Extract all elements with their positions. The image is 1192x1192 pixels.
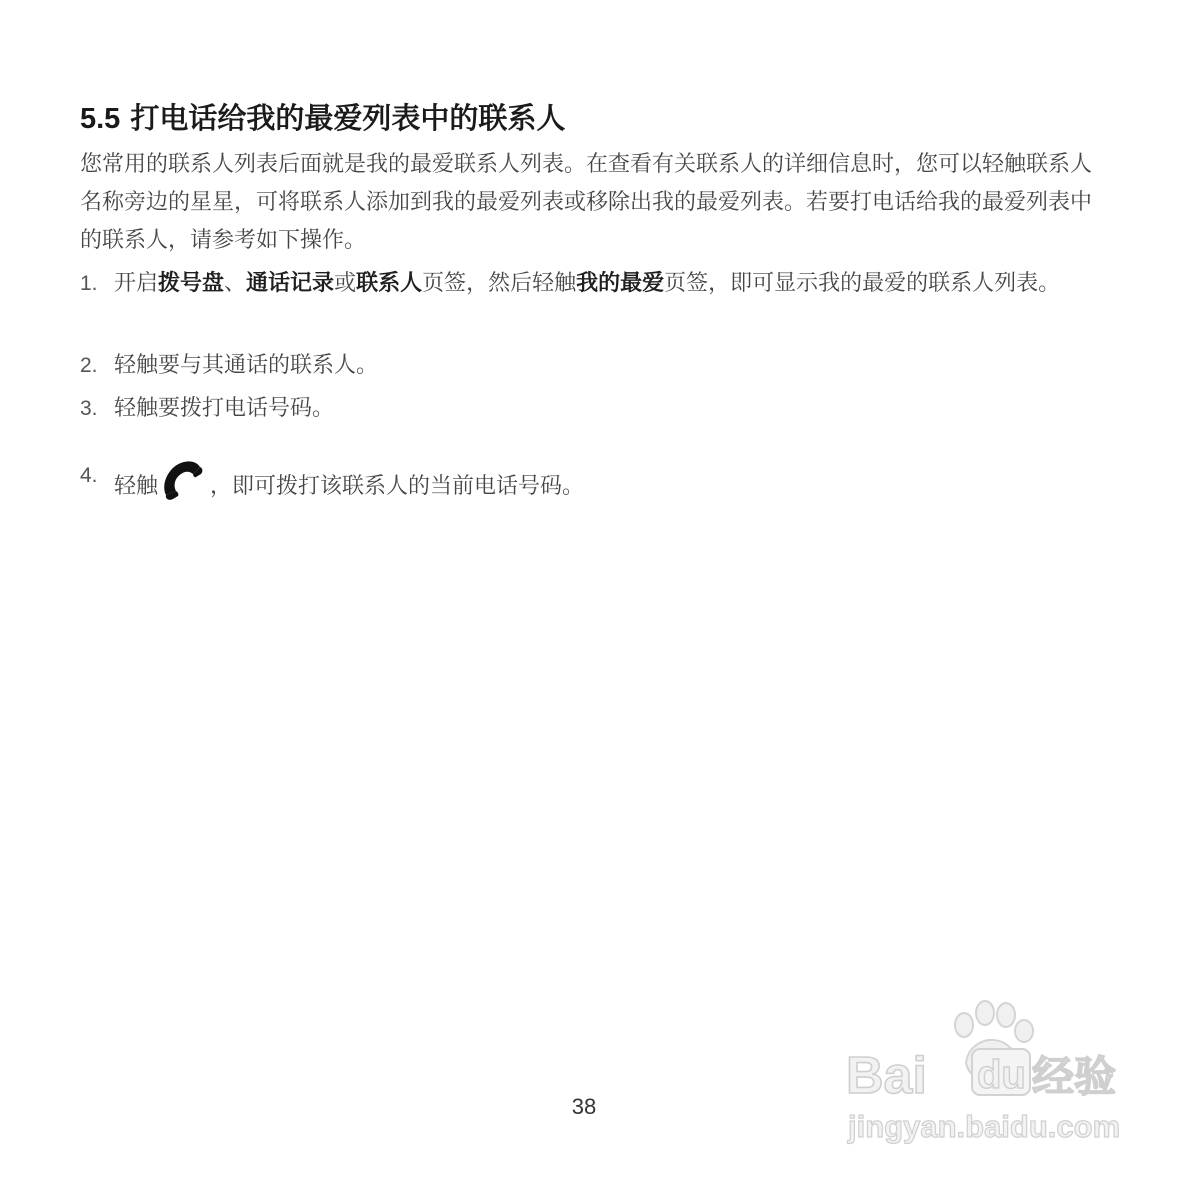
brand-suffix: 经验 <box>1032 1052 1117 1101</box>
step-number: 2. <box>80 354 98 377</box>
step-3 <box>80 390 1100 427</box>
step-number: 1. <box>80 272 98 295</box>
section-title <box>80 98 565 139</box>
step-text: 开启 <box>114 271 159 296</box>
step-number: 4. <box>80 464 98 487</box>
step-text: 页签，然后轻触 <box>422 271 577 296</box>
step-1 <box>80 265 1100 339</box>
step-text: 轻触 <box>114 474 159 499</box>
step-text: 或 <box>334 271 357 296</box>
tab-name-favorites: 我的最爱 <box>576 271 665 296</box>
page-number: 38 <box>571 1094 597 1119</box>
phone-handset-icon <box>160 457 208 505</box>
baidu-jingyan-watermark <box>840 985 1130 1155</box>
step-4 <box>80 457 1100 505</box>
section-number: 5.5 <box>80 103 121 135</box>
step-2 <box>80 347 1100 384</box>
brand-text: Bai <box>846 1047 927 1105</box>
brand-box-text: du <box>977 1053 1026 1097</box>
tab-name-call-log: 通话记录 <box>246 271 335 296</box>
tab-name-contacts: 联系人 <box>356 271 423 296</box>
steps-list <box>80 265 1100 505</box>
step-text: ，即可拨打该联系人的当前电话号码。 <box>210 474 585 499</box>
section-title-text: 打电话给我的最爱列表中的联系人 <box>130 101 566 135</box>
step-text: 轻触要拨打电话号码。 <box>114 396 335 421</box>
step-text: 、 <box>224 271 247 296</box>
step-text: 页签，即可显示我的最爱的联系人列表。 <box>664 271 1061 296</box>
tab-name-dialer: 拨号盘 <box>158 271 225 296</box>
step-text: 轻触要与其通话的联系人。 <box>114 353 379 378</box>
intro-paragraph: 您常用的联系人列表后面就是我的最爱联系人列表。在查看有关联系人的详细信息时，您可以轻触联系人名称旁边的星星，可将联系人添加到我的最爱列表或移除出我的最爱列表。若要打电话给我的最爱列表中的联系人，请参考如下操作。 <box>80 152 1093 253</box>
step-number: 3. <box>80 397 98 420</box>
watermark-url: jingyan.baidu.com <box>848 1109 1121 1144</box>
